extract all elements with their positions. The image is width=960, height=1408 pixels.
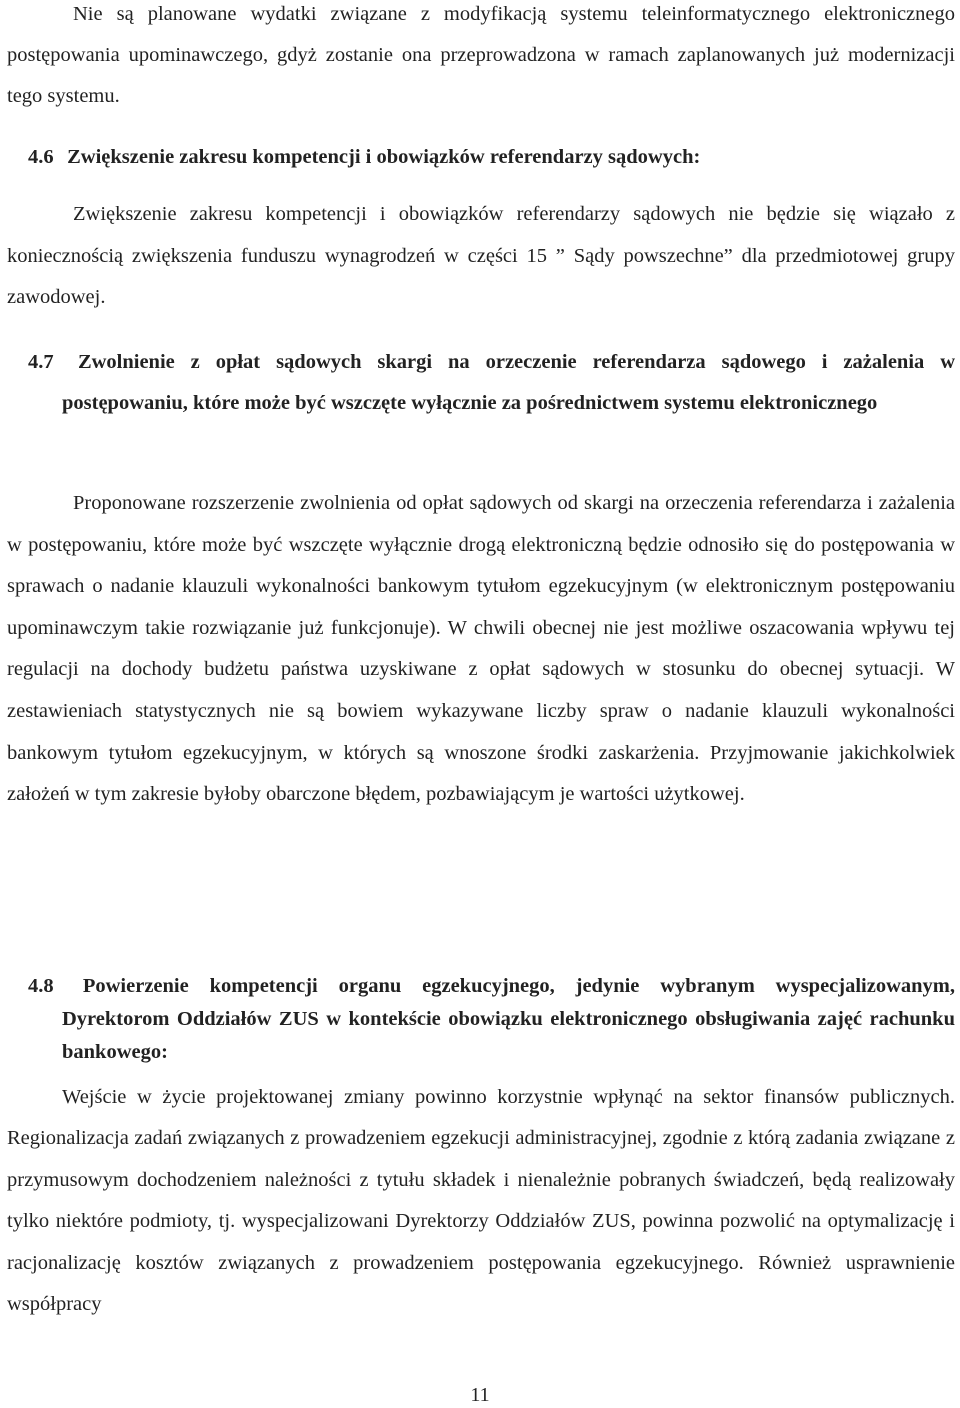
paragraph-public-finance-impact: Wejście w życie projektowanej zmiany powinno korzystnie wpłynąć na sektor finansów publicznych. Regionalizacja zadań związanych z prowadzeniem egzekucji administracyjnej, zgodnie z którą zadania związane z przymusowym dochodzeniem należności z tytułu składek i nienależnie pobranych świadczeń, będą realizowały tylko niektóre podmioty, tj. wyspecjalizowani Dyrektorzy Oddziałów ZUS, powinna pozwolić na optymalizację i racjonalizację kosztów związanych z prowadzeniem postępowania egzekucyjnego. Również usprawnienie współpracy — [7, 1086, 955, 1316]
paragraph-court-fees-exemption: Proponowane rozszerzenie zwolnienia od opłat sądowych od skargi na orzeczenia referendarza i zażalenia w postępowaniu, które może być wszczęte wyłącznie drogą elektroniczną będzie odnosiło się do postępowania w sprawach o nadanie klauzuli wykonalności bankowym tytułom egzekucyjnym (w elektronicznym postępowaniu upominawczym takie rozwiązanie już funkcjonuje). W chwili obecnej nie jest możliwe oszacowania wpływu tej regulacji na dochody budżetu państwa uzyskiwane z opłat sądowych w stosunku do obecnej sytuacji. W zestawieniach statystycznych nie są bowiem wykazywane liczby spraw o nadanie klauzuli wykonalności bankowym tytułom egzekucyjnym, w których są wnoszone środki zaskarżenia. Przyjmowanie jakichkolwiek założeń w tym zakresie byłoby obarczone błędem, pozbawiającym je wartości użytkowej. — [7, 492, 955, 806]
heading-4-6 — [28, 143, 955, 171]
heading-text: Powierzenie kompetencji organu egzekucyjnego, jedynie wybranym wyspecjalizowanym, Dyrektorom Oddziałów ZUS w kontekście obowiązku elektronicznego obsługiwania zajęć rachunku bankowego: — [62, 975, 956, 1063]
heading-text: Zwolnienie z opłat sądowych skargi na orzeczenie referendarza sądowego i zażalenia w postępowaniu, które może być wszczęte wyłącznie za pośrednictwem systemu elektronicznego — [62, 351, 955, 414]
heading-4-7 — [28, 342, 955, 424]
heading-4-8 — [28, 970, 956, 1069]
page-number: 11 — [470, 1384, 490, 1406]
heading-text: Zwiększenie zakresu kompetencji i obowiązków referendarzy sądowych: — [67, 146, 701, 168]
heading-number: 4.6 — [28, 146, 54, 168]
heading-number: 4.8 — [28, 975, 54, 997]
paragraph-referendaries-competence: Zwiększenie zakresu kompetencji i obowiązków referendarzy sądowych nie będzie się wiązało z koniecznością zwiększenia funduszu wynagrodzeń w części 15 ” Sądy powszechne” dla przedmiotowej grupy zawodowej. — [7, 203, 955, 308]
paragraph-modification-costs: Nie są planowane wydatki związane z modyfikacją systemu teleinformatycznego elektronicznego postępowania upominawczego, gdyż zostanie ona przeprowadzona w ramach zaplanowanych już modernizacji tego systemu. — [7, 3, 955, 107]
heading-number: 4.7 — [28, 351, 54, 373]
